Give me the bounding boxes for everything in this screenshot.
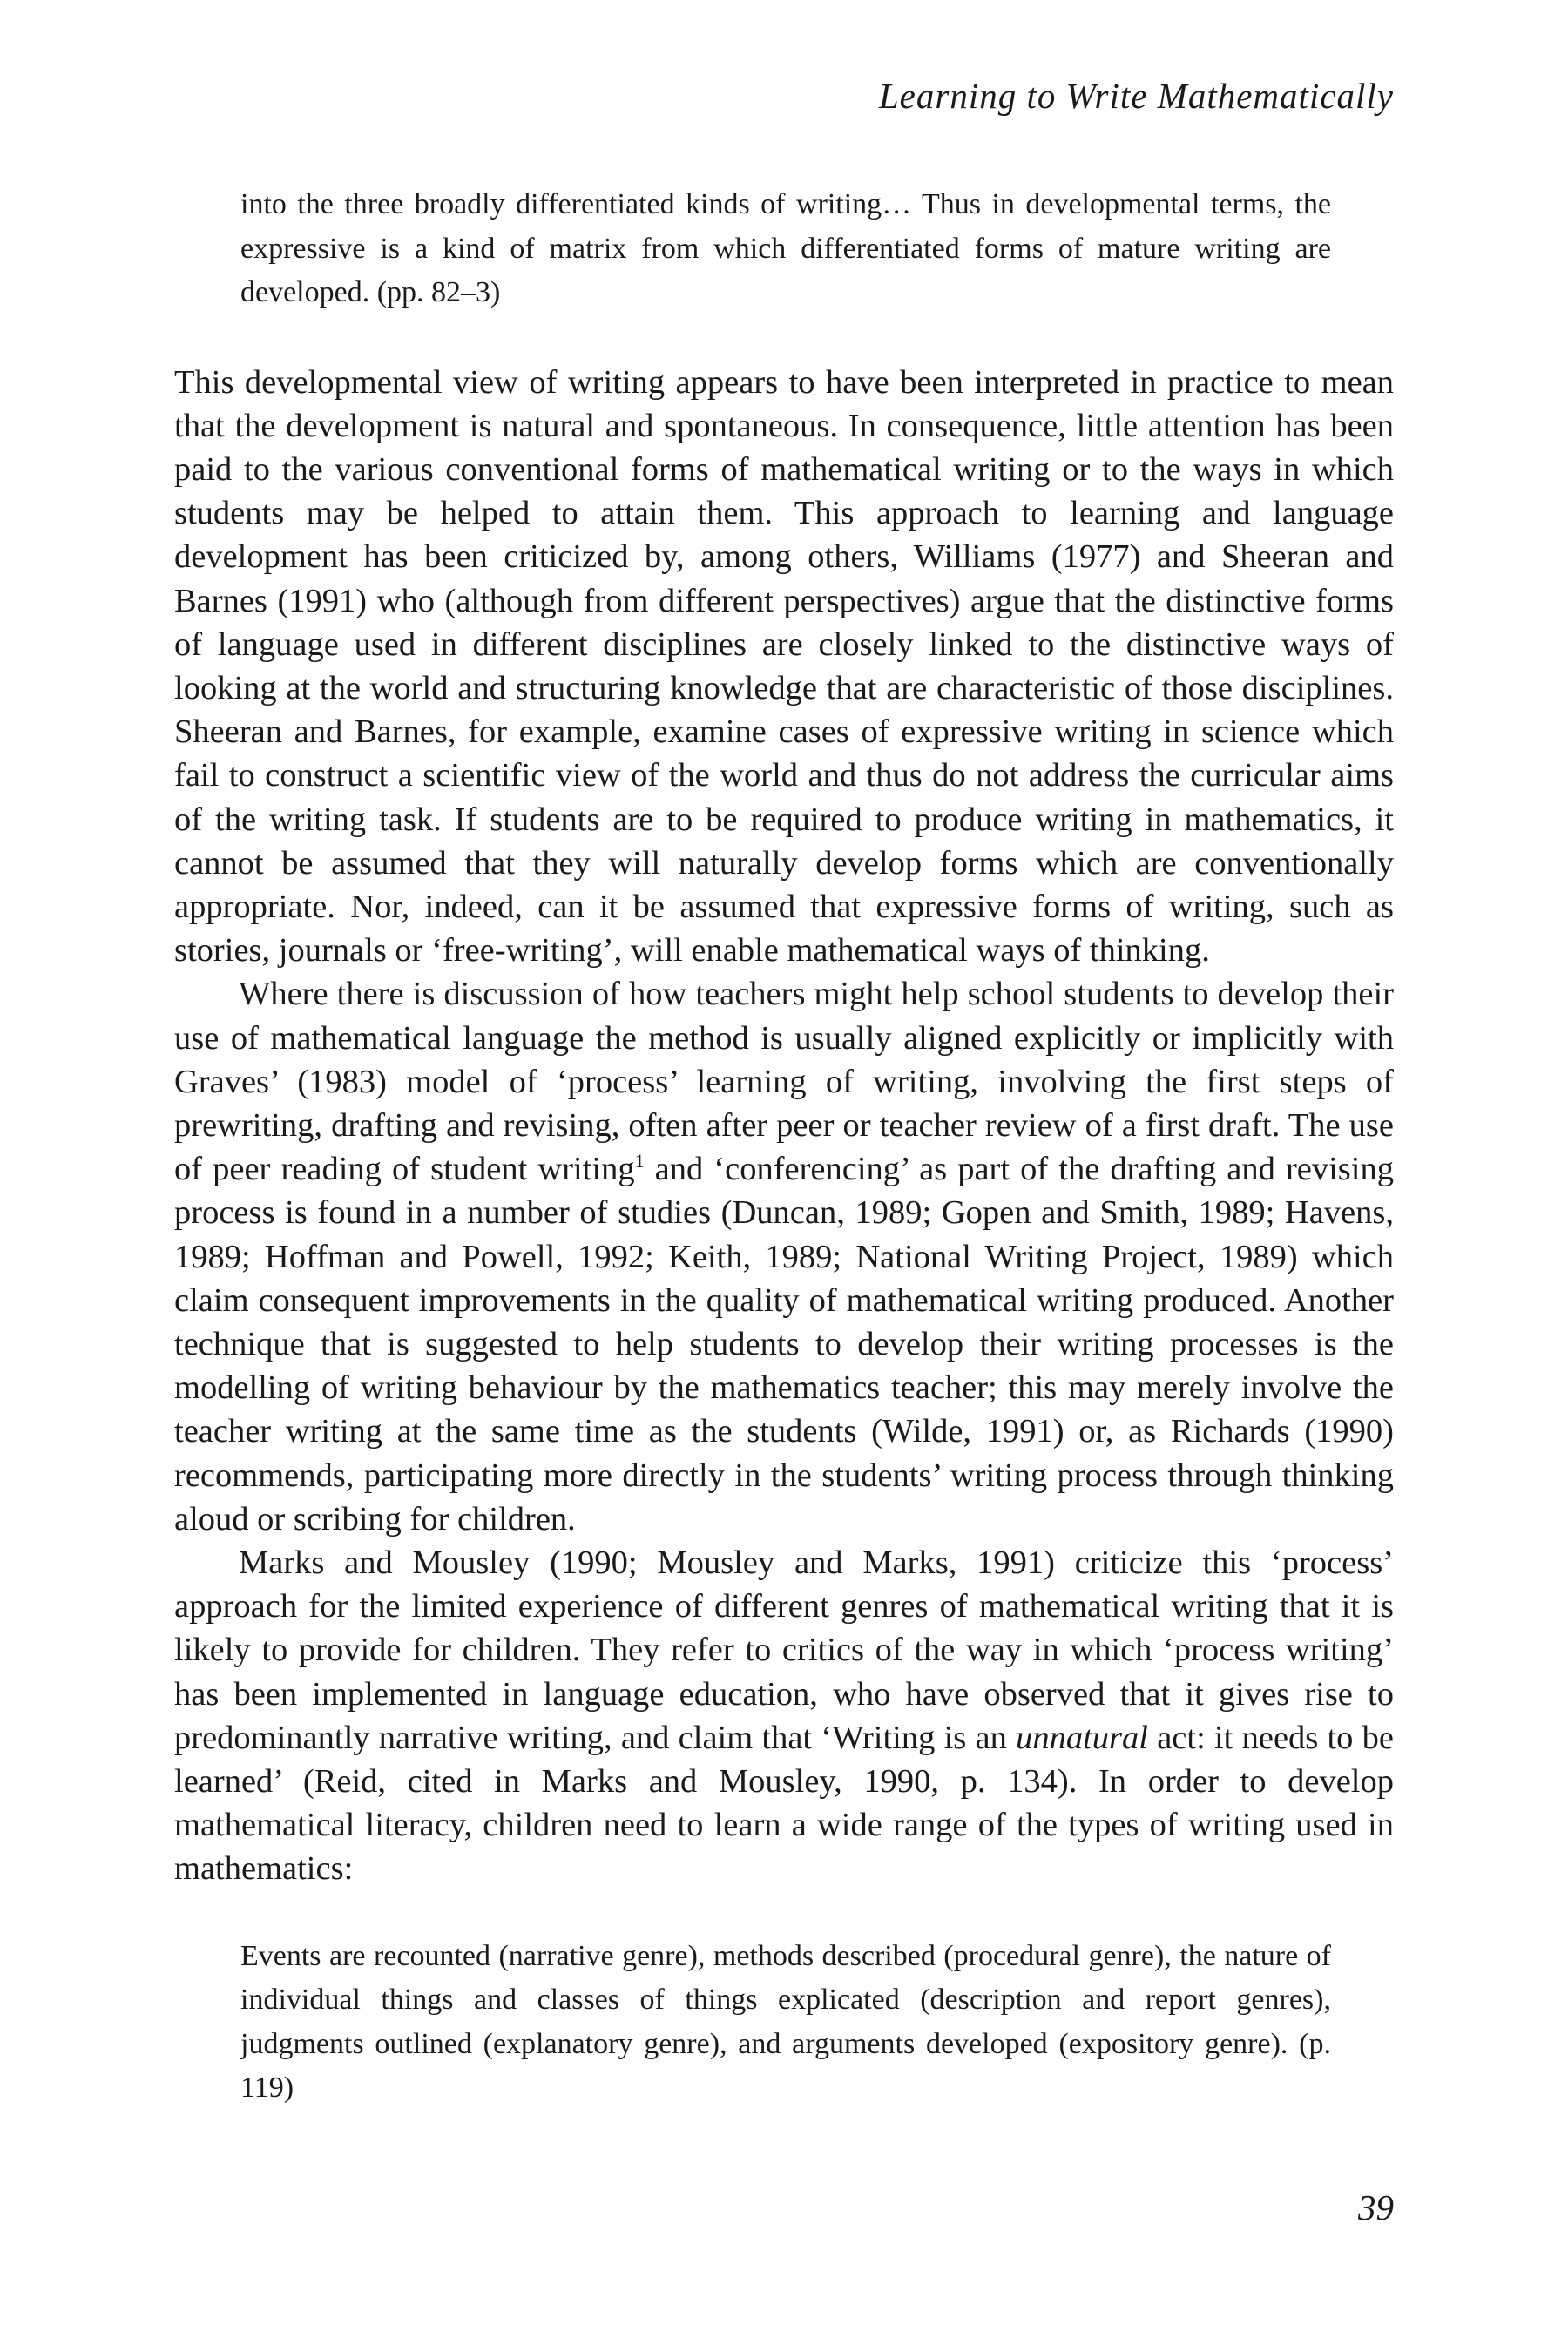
paragraph-1: This developmental view of writing appears to have been interpreted in practice to mean that the development is natural and spontaneous. In consequence, little attention has been paid to the various conventional forms of mathematical writing or to the ways in which students may be helped to attain them. This approach to learning and language development has been criticized by, among others, Williams (1977) and Sheeran and Barnes (1991) who (although from different perspectives) argue that the distinctive forms of language used in different disciplines are closely linked to the distinctive ways of looking at the world and structuring knowledge that are characteristic of those disciplines. Sheeran and Barnes, for example, examine cases of expressive writing in science which fail to construct a scientific view of the world and thus do not address the curricular aims of the writing task. If students are to be required to produce writing in mathematics, it cannot be assumed that they will naturally develop forms which are conventionally appropriate. Nor, indeed, can it be assumed that expressive forms of writing, such as stories, journals or ‘free-writing’, will enable mathematical ways of thinking. [174,363,1394,970]
paragraph-3 [174,1541,1394,1891]
paragraph-2 [174,972,1394,1541]
page-body [174,183,1394,2156]
block-quote-1: into the three broadly differentiated kinds of writing… Thus in developmental terms, the expressive is a kind of matrix from which differentiated forms of mature writing are developed. (pp. 82–3) [240,188,1331,308]
block-quote-2: Events are recounted (narrative genre), methods described (procedural genre), the nature of individual things and classes of things explicated (description and report genres), judgments outlined (explanatory genre), and arguments developed (expository genre). (p. 119) [240,1939,1331,2105]
footnote-ref-1[interactable]: 1 [634,1150,645,1173]
page-number: 39 [1358,2187,1394,2227]
paragraph-2-text-a: Where there is discussion of how teachers might help school students to develop their use of mathematical language the method is usually aligned explicitly or implicitly with Graves’ (1983) model of ‘process’ learning of writing, involving the first steps of prewriting, drafting and revising, often after peer or teacher review of a first draft. The use of peer reading of student writing [174,976,1394,1188]
paragraph-3-emphasis: unnatural [1016,1719,1148,1756]
running-head: Learning to Write Mathematically [878,76,1394,116]
paragraph-3-text-a: Marks and Mousley (1990; Mousley and Marks, 1991) criticize this ‘process’ approach for the limited experience of different genres of mathematical writing that it is likely to provide for children. They refer to critics of the way in which ‘process writing’ has been implemented in language education, who have observed that it gives rise to predominantly narrative writing, and claim that ‘Writing is an [174,1544,1394,1756]
paragraph-2-text-b: and ‘conferencing’ as part of the drafting and revising process is found in a number of studies (Duncan, 1989; Gopen and Smith, 1989; Havens, 1989; Hoffman and Powell, 1992; Keith, 1989; National Writing Project, 1989) which claim consequent improvements in the quality of mathematical writing produced. Another technique that is suggested to help students to develop their writing processes is the modelling of writing behaviour by the mathematics teacher; this may merely involve the teacher writing at the same time as the students (Wilde, 1991) or, as Richards (1990) recommends, participating more directly in the students’ writing process through thinking aloud or scribing for children. [174,1151,1394,1538]
paragraph-3-text-b: act: it needs to be learned’ (Reid, cited in Marks and Mousley, 1990, p. 134). In order to develop mathematical literacy, children need to learn a wide range of the types of writing used in mathematics: [174,1719,1394,1888]
